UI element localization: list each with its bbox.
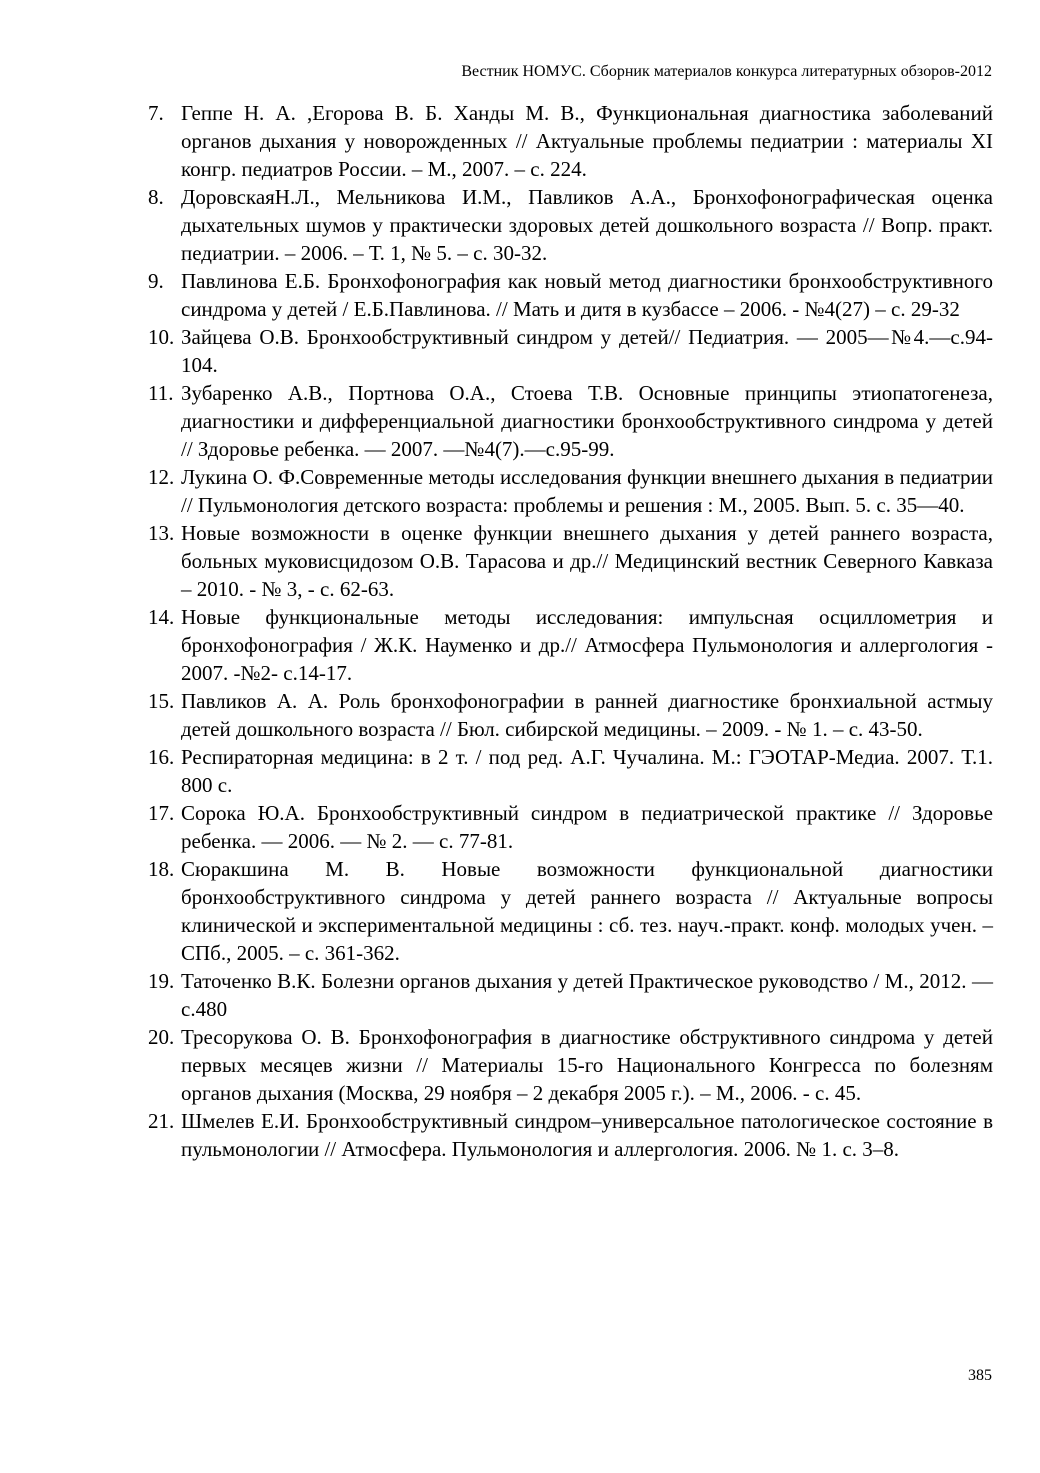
reference-item bbox=[148, 519, 993, 603]
reference-text: Таточенко В.К. Болезни органов дыхания у детей Практическое руководство / М., 2012. — с.480 bbox=[181, 969, 993, 1021]
reference-number: 8. bbox=[148, 185, 164, 209]
reference-text: Павликов А. А. Роль бронхофонографии в ранней диагностике бронхиальной астмыу детей дошкольного возраста // Бюл. сибирской медицины. – 2009. - № 1. – с. 43-50. bbox=[181, 689, 993, 741]
reference-number: 19. bbox=[148, 969, 175, 993]
reference-item bbox=[148, 99, 993, 183]
reference-text: Новые функциональные методы исследования: импульсная осциллометрия и бронхофонография / Ж.К. Науменко и др.// Атмосфера Пульмонология и аллергология - 2007. -№2- с.14-17. bbox=[181, 605, 993, 685]
reference-item bbox=[148, 1107, 993, 1163]
reference-text: Респираторная медицина: в 2 т. / под ред. А.Г. Чучалина. М.: ГЭОТАР-Медиа. 2007. Т.1. 800 с. bbox=[181, 745, 993, 797]
reference-item bbox=[148, 379, 993, 463]
reference-item bbox=[148, 967, 993, 1023]
reference-text: ДоровскаяН.Л., Мельникова И.М., Павликов А.А., Бронхофонографическая оценка дыхательных шумов у практически здоровых детей дошкольного возраста // Вопр. практ. педиатрии. – 2006. – Т. 1, № 5. – с. 30-32. bbox=[181, 185, 993, 265]
reference-text: Сорока Ю.А. Бронхообструктивный синдром в педиатрической практике // Здоровье ребенка. — 2006. — № 2. — с. 77-81. bbox=[181, 801, 993, 853]
reference-item bbox=[148, 183, 993, 267]
reference-number: 11. bbox=[148, 381, 174, 405]
reference-item bbox=[148, 743, 993, 799]
reference-item bbox=[148, 687, 993, 743]
reference-text: Тресорукова О. В. Бронхофонография в диагностике обструктивного синдрома у детей первых месяцев жизни // Материалы 15-го Национального Конгресса по болезням органов дыхания (Москва, 29 ноября – 2 декабря 2005 г.). – М., 2006. - с. 45. bbox=[181, 1025, 993, 1105]
reference-item bbox=[148, 603, 993, 687]
reference-number: 12. bbox=[148, 465, 175, 489]
reference-text: Новые возможности в оценке функции внешнего дыхания у детей раннего возраста, больных муковисцидозом О.В. Тарасова и др.// Медицинский вестник Северного Кавказа – 2010. - № 3, - с. 62-63. bbox=[181, 521, 993, 601]
reference-text: Лукина О. Ф.Современные методы исследования функции внешнего дыхания в педиатрии // Пульмонология детского возраста: проблемы и решения : М., 2005. Вып. 5. с. 35—40. bbox=[181, 465, 993, 517]
reference-text: Зубаренко А.В., Портнова О.А., Стоева Т.В. Основные принципы этиопатогенеза, диагностики и дифференциальной диагностики бронхообструктивного синдрома у детей // Здоровье ребенка. — 2007. —№4(7).—с.95-99. bbox=[181, 381, 993, 461]
reference-number: 17. bbox=[148, 801, 175, 825]
reference-number: 13. bbox=[148, 521, 175, 545]
reference-item bbox=[148, 1023, 993, 1107]
reference-text: Павлинова Е.Б. Бронхофонография как новый метод диагностики бронхообструктивного синдрома у детей / Е.Б.Павлинова. // Мать и дитя в кузбассе – 2006. - №4(27) – с. 29-32 bbox=[181, 269, 993, 321]
reference-number: 15. bbox=[148, 689, 175, 713]
reference-text: Зайцева О.В. Бронхообструктивный синдром у детей// Педиатрия. — 2005—№4.—с.94-104. bbox=[181, 325, 993, 377]
reference-item bbox=[148, 463, 993, 519]
reference-text: Геппе Н. А. ,Егорова В. Б. Ханды М. В., Функциональная диагностика заболеваний органов дыхания у новорожденных // Актуальные проблемы педиатрии : материалы XI конгр. педиатров России. – М., 2007. – с. 224. bbox=[181, 101, 993, 181]
reference-number: 21. bbox=[148, 1109, 175, 1133]
reference-number: 20. bbox=[148, 1025, 175, 1049]
reference-list bbox=[148, 99, 993, 1163]
reference-item bbox=[148, 799, 993, 855]
reference-number: 7. bbox=[148, 101, 164, 125]
reference-item bbox=[148, 855, 993, 967]
reference-number: 14. bbox=[148, 605, 175, 629]
page-number: 385 bbox=[968, 1367, 992, 1384]
reference-item bbox=[148, 323, 993, 379]
reference-number: 10. bbox=[148, 325, 175, 349]
reference-number: 18. bbox=[148, 857, 175, 881]
reference-item bbox=[148, 267, 993, 323]
reference-number: 9. bbox=[148, 269, 164, 293]
running-header: Вестник НОМУС. Сборник материалов конкурса литературных обзоров-2012 bbox=[461, 63, 992, 80]
reference-text: Шмелев Е.И. Бронхообструктивный синдром–универсальное патологическое состояние в пульмонологии // Атмосфера. Пульмонология и аллергология. 2006. № 1. с. 3–8. bbox=[181, 1109, 993, 1161]
reference-text: Сюракшина М. В. Новые возможности функциональной диагностики бронхообструктивного синдрома у детей раннего возраста // Актуальные вопросы клинической и экспериментальной медицины : сб. тез. науч.-практ. конф. молодых учен. – СПб., 2005. – с. 361-362. bbox=[181, 857, 993, 965]
reference-number: 16. bbox=[148, 745, 175, 769]
